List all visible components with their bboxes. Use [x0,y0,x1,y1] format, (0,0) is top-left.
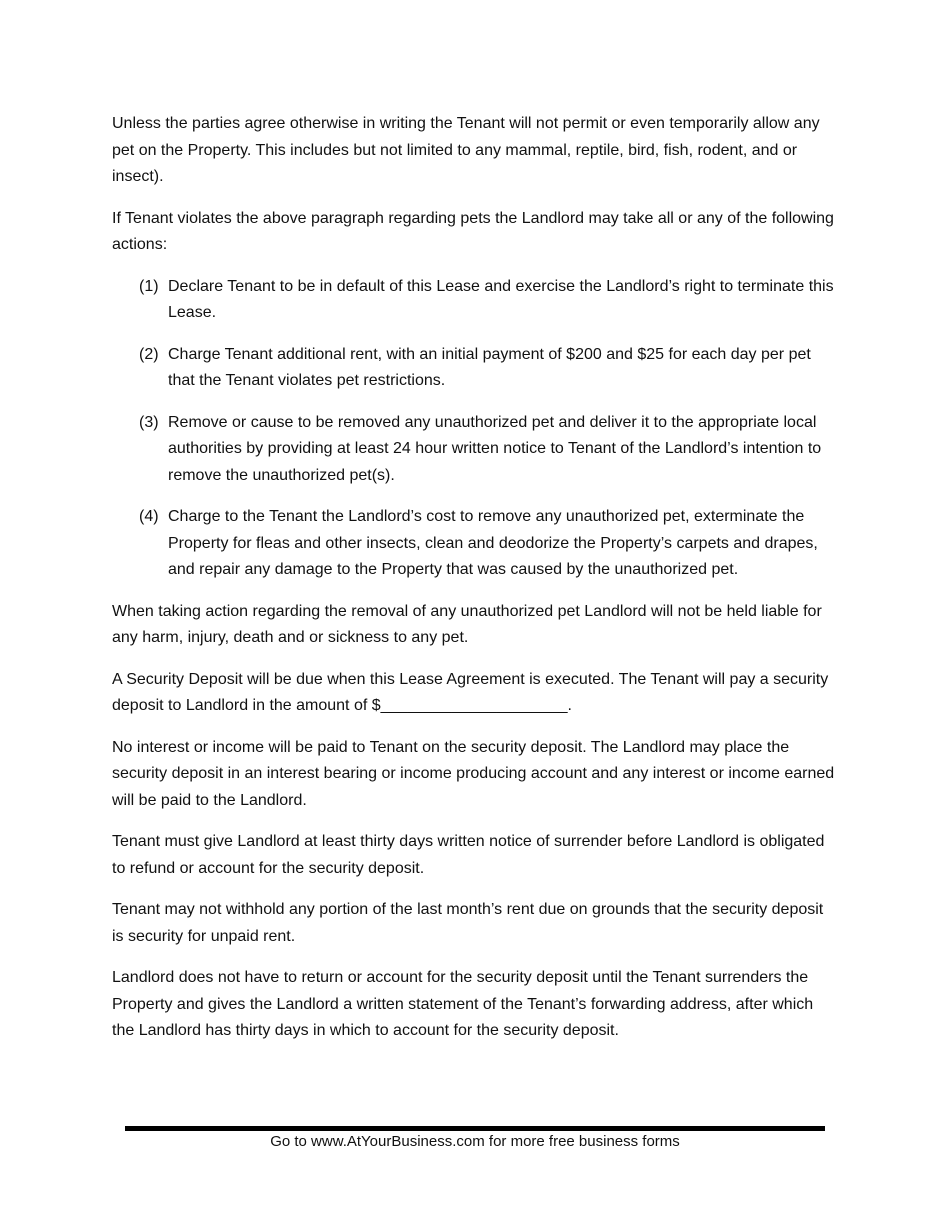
security-deposit-amount-paragraph: A Security Deposit will be due when this Lease Agreement is executed. The Tenant will pay a security deposit to Landlord in the amount of $_____________________. [112,670,829,714]
pet-removal-liability-paragraph: When taking action regarding the removal of any unauthorized pet Landlord will not be held liable for any harm, injury, death and or sickness to any pet. [112,602,822,646]
footer-note: Go to www.AtYourBusiness.com for more free business forms [270,1133,680,1150]
list-item-number: (2) [139,345,159,363]
document-body [112,111,836,1060]
pet-policy-paragraph: Unless the parties agree otherwise in writing the Tenant will not permit or even temporarily allow any pet on the Property. This includes but not limited to any mammal, reptile, bird, fish, rodent, and or insect). [112,115,820,185]
list-item [112,504,836,584]
list-item-text: Remove or cause to be removed any unauthorized pet and deliver it to the appropriate local authorities by providing at least 24 hour written notice to Tenant of the Landlord’s intention to remove the unauthorized pet(s). [168,413,822,484]
list-item-number: (1) [139,277,159,295]
landlord-actions-list [112,274,836,584]
list-item-number: (3) [139,413,159,431]
pet-violation-paragraph: If Tenant violates the above paragraph regarding pets the Landlord may take all or any of the following actions: [112,209,834,253]
deposit-return-paragraph: Landlord does not have to return or account for the security deposit until the Tenant surrenders the Property and gives the Landlord a written statement of the Tenant’s forwarding address, after which the Landlord has thirty days in which to account for the security deposit. [112,969,814,1039]
security-deposit-interest-paragraph: No interest or income will be paid to Tenant on the security deposit. The Landlord may place the security deposit in an interest bearing or income producing account and any interest or income earned will be paid to the Landlord. [112,738,835,809]
surrender-notice-paragraph: Tenant must give Landlord at least thirty days written notice of surrender before Landlord is obligated to refund or account for the security deposit. [112,833,825,877]
list-item-text: Charge to the Tenant the Landlord’s cost to remove any unauthorized pet, exterminate the Property for fleas and other insects, clean and deodorize the Property’s carpets and drapes, and repair any damage to the Property that was caused by the unauthorized pet. [168,508,818,578]
list-item-text: Charge Tenant additional rent, with an initial payment of $200 and $25 for each day per pet that the Tenant violates pet restrictions. [168,345,811,389]
last-month-rent-paragraph: Tenant may not withhold any portion of the last month’s rent due on grounds that the security deposit is security for unpaid rent. [112,901,824,945]
list-item [112,274,836,327]
list-item [112,410,836,490]
list-item-number: (4) [139,508,159,525]
list-item [112,342,836,395]
list-item-text: Declare Tenant to be in default of this Lease and exercise the Landlord’s right to terminate this Lease. [168,277,834,321]
